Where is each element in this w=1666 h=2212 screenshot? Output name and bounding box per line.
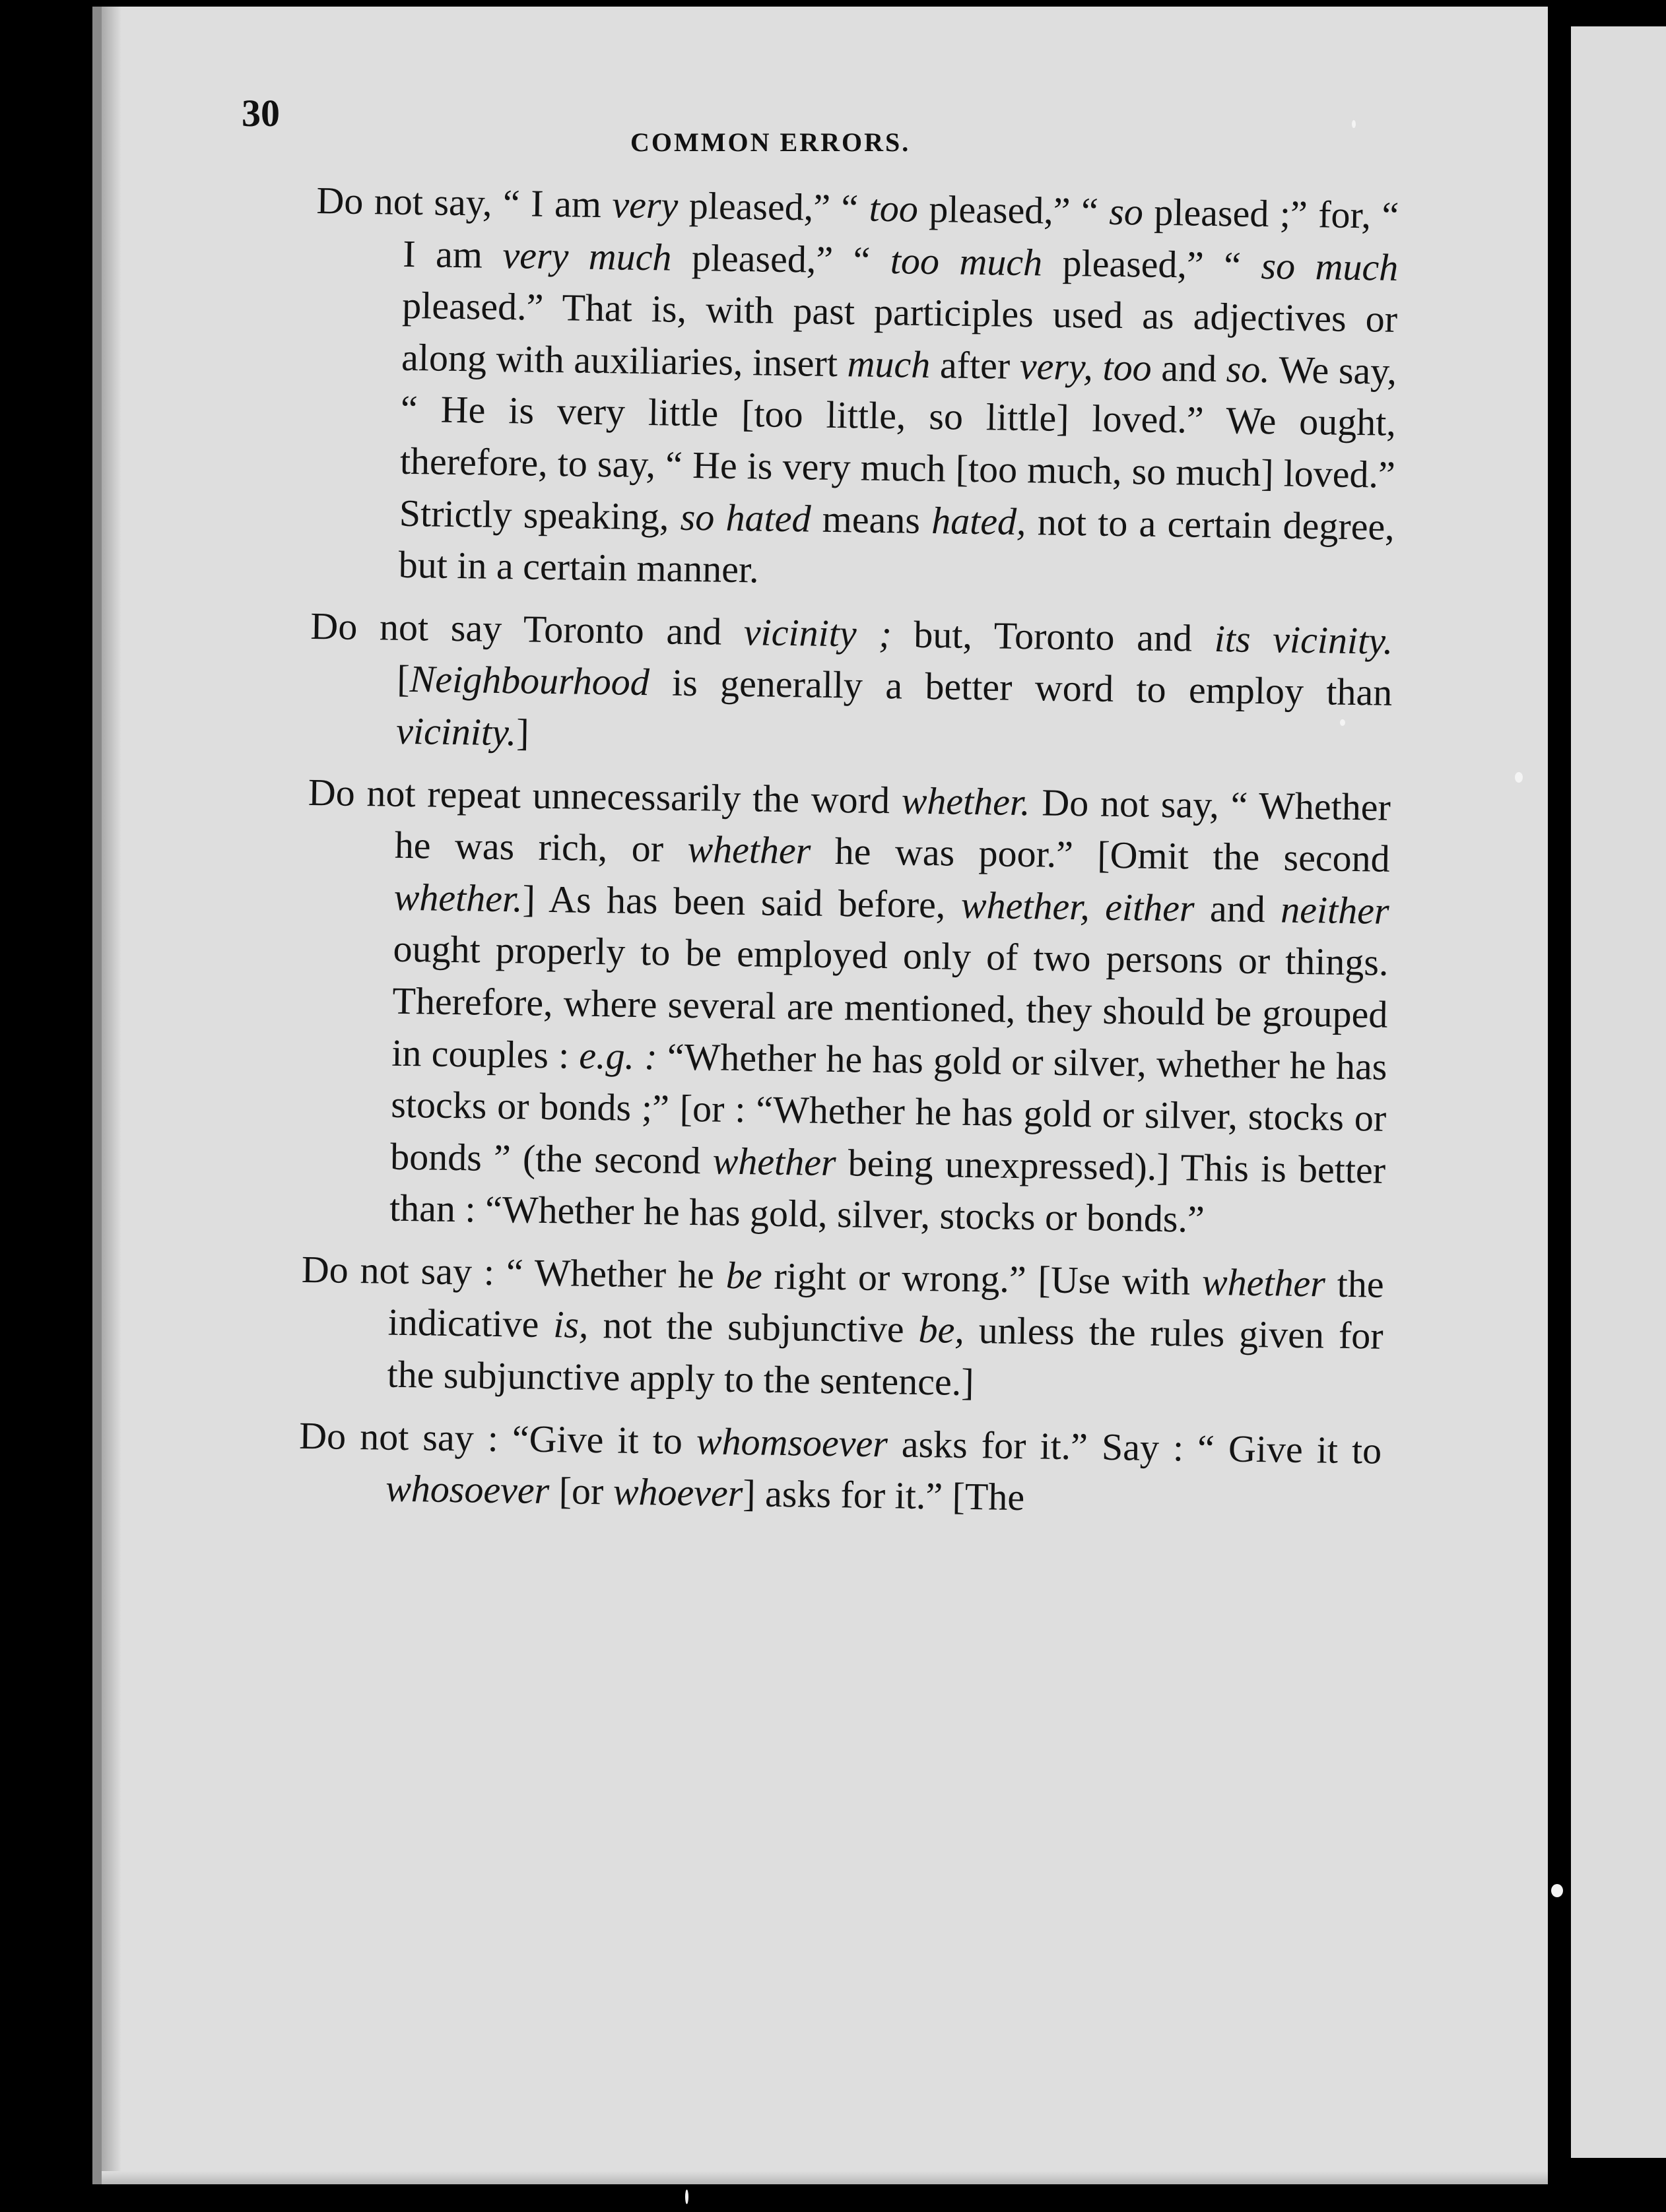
entry-whomsoever — [298, 1410, 1382, 1528]
body-text — [298, 175, 1399, 1540]
italic-term: whether. — [393, 875, 523, 921]
text-run: ] — [516, 711, 530, 754]
italic-term: Neighbourhood — [409, 657, 650, 704]
italic-term: very, too — [1019, 344, 1152, 389]
text-run: but, Toronto and — [891, 612, 1215, 660]
entry-very-pleased — [311, 175, 1399, 605]
text-run: Do not say, “ I am — [316, 178, 613, 226]
italic-term: very much — [502, 233, 672, 279]
text-run: means — [811, 497, 932, 542]
italic-term: whether — [712, 1139, 836, 1184]
italic-term: be, — [918, 1308, 965, 1352]
italic-term: hated, — [931, 498, 1027, 543]
italic-term: whosoever — [385, 1466, 550, 1513]
running-head: COMMON ERRORS. — [630, 127, 911, 157]
scan-speck — [1515, 772, 1523, 783]
text-run: is generally a better word to employ than — [649, 661, 1393, 715]
text-run: pleased,” “ — [671, 236, 891, 282]
italic-term: whoever — [613, 1470, 743, 1515]
text-run: pleased,” “ — [1042, 240, 1261, 287]
text-run: pleased ;” for, “ I am — [402, 190, 1399, 276]
page-bottom-edge — [102, 2171, 1548, 2184]
text-run: We say, “ He is very little [too little, so little] loved.” We ought, therefore, to say, “ He is very much [too much, so much] loved.” Strictly speaking, — [399, 347, 1397, 538]
text-run: Do not say : “ Whether he — [301, 1247, 727, 1297]
italic-term: too much — [890, 238, 1043, 284]
text-run: [ — [396, 657, 411, 701]
text-run: pleased.” That is, with past participles used as adjectives or along with auxiliaries, insert — [401, 284, 1398, 385]
italic-term: whether — [687, 828, 811, 872]
italic-term: e.g. : — [579, 1033, 658, 1078]
italic-term: vicinity. — [395, 709, 517, 754]
italic-term: so much — [1261, 244, 1399, 289]
italic-term: too — [869, 186, 919, 230]
entry-vicinity — [309, 601, 1393, 771]
text-run: “Whether he has gold or silver, whether he has stocks or bonds ;” [or : “Whether he has gold or silver, stocks or bonds ” (the second — [389, 1034, 1387, 1183]
text-run: asks for it.” Say : “ Give it to — [887, 1421, 1382, 1472]
italic-term: very — [612, 183, 679, 227]
italic-term: neither — [1280, 888, 1390, 932]
text-run: after — [929, 342, 1020, 387]
gutter-shadow — [102, 7, 121, 2184]
page-number: 30 — [242, 92, 280, 135]
italic-term: whomsoever — [696, 1419, 888, 1465]
italic-term: be — [725, 1253, 763, 1297]
scan-speck — [1340, 719, 1345, 726]
italic-term: its vicinity. — [1214, 616, 1393, 663]
facing-page-edge — [1571, 26, 1666, 2158]
text-run: Do not say Toronto and — [310, 604, 745, 653]
entry-whether-repeat — [302, 766, 1391, 1248]
scan-speck — [1352, 120, 1356, 128]
text-run: Do not say : “Give it to — [298, 1414, 697, 1462]
italic-term: so — [1108, 189, 1144, 234]
text-run: right or wrong.” [Use with — [762, 1254, 1203, 1303]
italic-term: is, — [552, 1303, 589, 1347]
text-run: pleased,” “ — [917, 187, 1110, 233]
text-run: [or — [549, 1469, 614, 1513]
text-run: the indicative — [387, 1262, 1385, 1346]
text-run: not the subjunctive — [588, 1303, 919, 1351]
text-run: he was poor.” [Omit the second — [810, 829, 1391, 880]
italic-term: whether — [1201, 1260, 1326, 1305]
italic-term: much — [847, 342, 931, 386]
text-run: not to a certain degree, but in a certain manner. — [398, 500, 1395, 591]
text-run: unless the rules given for the subjunctive apply to the sentence.] — [387, 1309, 1384, 1404]
italic-term: vicinity ; — [743, 610, 892, 655]
text-run: ought properly to be employed only of two persons or things. Therefore, where several are mentioned, they should be grouped in couples : — [391, 927, 1389, 1077]
italic-term: so. — [1226, 347, 1271, 391]
italic-term: whether, either — [960, 883, 1195, 930]
italic-term: so hated — [680, 495, 811, 540]
scan-speck — [1551, 1884, 1563, 1897]
text-run: and — [1194, 886, 1281, 931]
italic-term: whether. — [901, 778, 1031, 824]
text-run: ] asks for it.” [The — [742, 1472, 1025, 1519]
text-run: and — [1151, 346, 1227, 391]
text-run: Do not repeat unnecessarily the word — [308, 770, 902, 822]
text-run: pleased,” “ — [677, 183, 870, 230]
scan-speck — [685, 2190, 688, 2204]
entry-whether-be — [300, 1244, 1384, 1415]
text-run: ] As has been said before, — [522, 877, 962, 927]
text-run: Do not say, “ Whether he was rich, or — [394, 780, 1391, 871]
text-run: being unexpressed).] This is better than : “Whether he has gold, silver, stocks or bonds.” — [389, 1140, 1386, 1241]
